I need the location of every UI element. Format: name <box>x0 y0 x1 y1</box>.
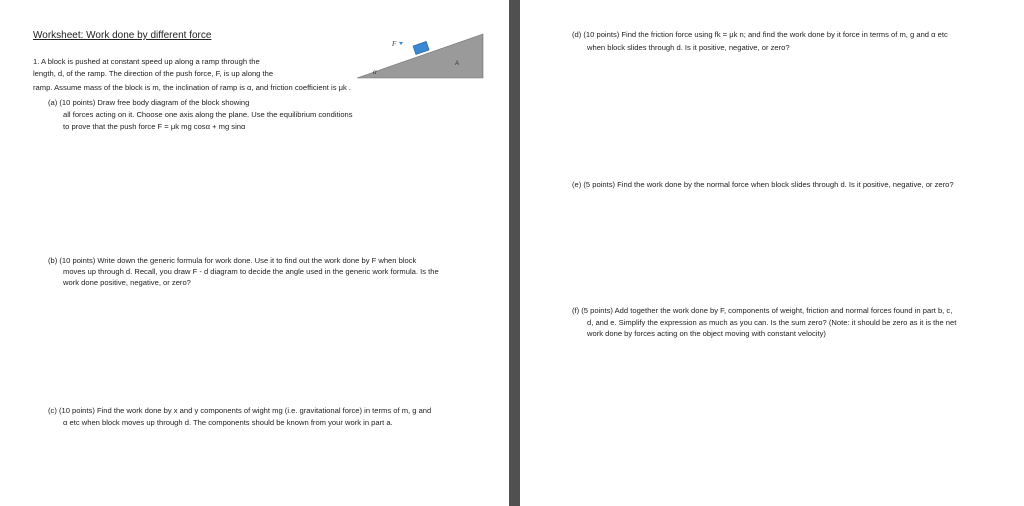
qa-line2: all forces acting on it. Choose one axis along the plane. Use the equilibrium conditions <box>63 110 353 119</box>
worksheet-title: Worksheet: Work done by different force <box>33 30 212 41</box>
worksheet-page-right <box>520 0 1024 506</box>
qb-line3: work done positive, negative, or zero? <box>63 278 191 287</box>
qd-line2: when block slides through d. Is it positive, negative, or zero? <box>587 43 790 52</box>
worksheet-page-left <box>0 0 509 506</box>
qb-line2: moves up through d. Recall, you draw F - d diagram to decide the angle used in the generic work formula. Is the <box>63 267 439 276</box>
force-arrow-icon <box>399 42 403 45</box>
qc-line2: α etc when block moves up through d. The components should be known from your work in part a. <box>63 418 393 427</box>
q1-line2: length, d, of the ramp. The direction of the push force, F, is up along the <box>33 69 274 78</box>
qe-line1: (e) (5 points) Find the work done by the normal force when block slides through d. Is it positive, negative, or zero? <box>572 180 954 189</box>
q1-line1: 1. A block is pushed at constant speed up along a ramp through the <box>33 57 260 66</box>
qc-line1: (c) (10 points) Find the work done by x and y components of wight mg (i.e. gravitational force) in terms of m, g and <box>48 406 432 415</box>
angle-label: α <box>373 68 377 76</box>
ramp-figure <box>355 32 485 84</box>
qf-line2: d, and e. Simplify the expression as much as you can. Is the sum zero? (Note: it should be zero as it is the net <box>587 318 957 327</box>
force-label: F <box>392 40 397 48</box>
qa-line1: (a) (10 points) Draw free body diagram of the block showing <box>48 98 250 107</box>
qb-line1: (b) (10 points) Write down the generic formula for work done. Use it to find out the work done by F when block <box>48 256 417 265</box>
corner-label: A <box>455 61 460 67</box>
qf-line1: (f) (5 points) Add together the work done by F, components of weight, friction and normal forces found in part b, c, <box>572 306 953 315</box>
qd-line1: (d) (10 points) Find the friction force using fk = μk n; and find the work done by it force in terms of m, g and α etc <box>572 30 948 39</box>
q1-line3: ramp. Assume mass of the block is m, the inclination of ramp is α, and friction coefficient is μk . <box>33 83 351 92</box>
qa-line3: to prove that the push force F = μk mg cosα + mg sinα <box>63 122 246 131</box>
qf-line3: work done by forces acting on the object moving with constant velocity) <box>587 329 826 338</box>
block <box>413 41 429 54</box>
